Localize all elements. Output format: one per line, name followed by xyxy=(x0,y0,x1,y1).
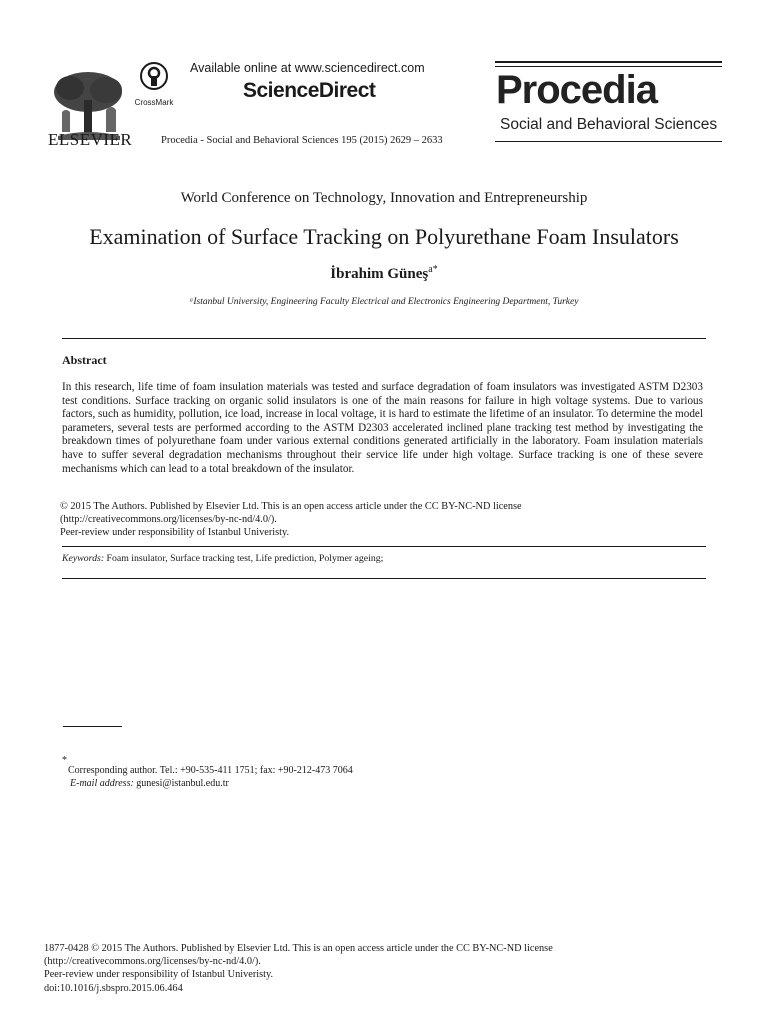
peer-review-note: Peer-review under responsibility of Istanbul Univeristy. xyxy=(60,526,290,538)
keywords-bottom-rule xyxy=(62,578,706,579)
footnote-star: * xyxy=(62,755,67,766)
publisher-name: ELSEVIER xyxy=(48,130,133,149)
corresponding-author: Corresponding author. Tel.: +90-535-411 1751; fax: +90-212-473 7064 xyxy=(68,765,353,776)
bottom-license-block xyxy=(44,942,744,995)
journal-subtitle: Social and Behavioral Sciences xyxy=(500,116,718,133)
license-url[interactable]: (http://creativecommons.org/licenses/by-nc-nd/4.0/). xyxy=(60,513,277,525)
crossmark-icon[interactable] xyxy=(140,62,168,90)
keywords-label: Keywords: xyxy=(62,553,105,564)
procedia-bottom-rule xyxy=(495,141,722,142)
license-block xyxy=(60,501,710,539)
journal-citation: Procedia - Social and Behavioral Sciences 195 (2015) 2629 – 2633 xyxy=(161,135,443,146)
doi[interactable]: doi:10.1016/j.sbspro.2015.06.464 xyxy=(44,982,183,994)
issn-license-line: 1877-0428 © 2015 The Authors. Published by Elsevier Ltd. This is an open access article under the CC BY-NC-ND license xyxy=(44,943,553,954)
keywords-top-rule xyxy=(62,546,706,547)
bottom-peer-review: Peer-review under responsibility of Istanbul Univeristy. xyxy=(44,969,274,981)
author-marks: a* xyxy=(428,264,438,275)
sciencedirect-logo: ScienceDirect xyxy=(243,79,376,102)
email-address[interactable]: gunesi@istanbul.edu.tr xyxy=(133,778,229,789)
email-label: E-mail address: xyxy=(70,778,134,789)
paper-title: Examination of Surface Tracking on Polyurethane Foam Insulators xyxy=(89,224,679,249)
crossmark-label: CrossMark xyxy=(134,98,174,107)
available-online-text: Available online at www.sciencedirect.com xyxy=(190,61,425,75)
procedia-top-rule xyxy=(495,61,722,63)
email-line xyxy=(70,778,229,789)
keywords-text: Foam insulator, Surface tracking test, Life prediction, Polymer ageing; xyxy=(104,553,384,564)
abstract-heading: Abstract xyxy=(62,353,107,367)
abstract-text: In this research, life time of foam insulation materials was tested and surface degradation of foam insulators was investigated ASTM D2303 test conditions. Surface tracking on organic solid insulators is one of the main reasons for failure in high voltage systems. Due to various factors, such as humidity, pollution, ice load, increase in local voltage, it is hard to estimate the lifetime of an insulator. To determine the model parameters, several tests are performed according to the ASTM D2303 accelerated inclined plane tracking test method by investigating the breakdown times of polyurethane foam under various external conditions generated artificially in the laboratory. Foam insulation materials have to suffer several degradation mechanisms throughout their service life under high voltage. Surface tracking is one of these severe mechanisms which can lead to a total breakdown of the insulator. xyxy=(62,381,703,475)
journal-brand: Procedia xyxy=(496,68,657,112)
affiliation: ᵃIstanbul University, Engineering Faculty Electrical and Electronics Engineering Department, Turkey xyxy=(189,297,579,307)
conference-name: World Conference on Technology, Innovation and Entrepreneurship xyxy=(180,190,588,206)
license-line: © 2015 The Authors. Published by Elsevier Ltd. This is an open access article under the CC BY-NC-ND license xyxy=(60,501,522,512)
abstract-top-rule xyxy=(62,338,706,339)
procedia-top-rule-thin xyxy=(495,66,722,67)
bottom-license-url[interactable]: (http://creativecommons.org/licenses/by-nc-nd/4.0/). xyxy=(44,956,261,968)
author-line xyxy=(0,264,768,283)
keywords-line xyxy=(62,553,383,564)
author-name: İbrahim Güneş xyxy=(330,266,429,282)
footnote-rule xyxy=(63,726,122,727)
